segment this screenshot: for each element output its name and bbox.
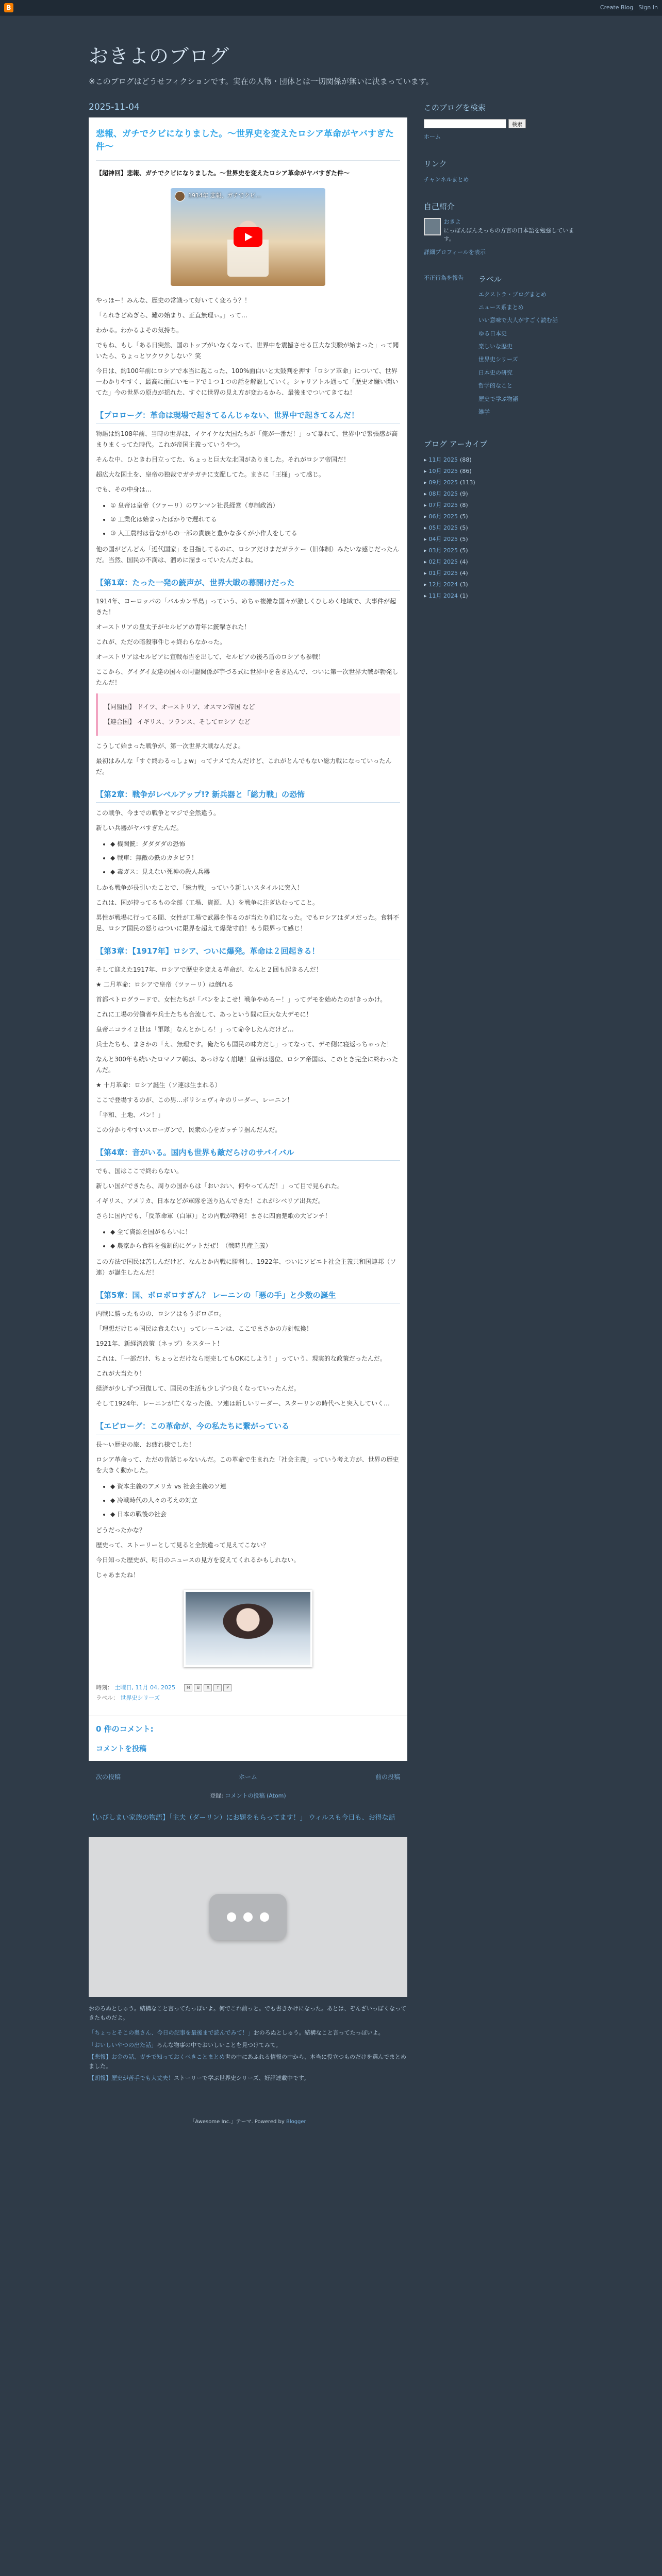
posted-time-link[interactable]: 土曜日, 11月 04, 2025 <box>114 1684 175 1691</box>
archive-widget <box>424 438 578 600</box>
triangle-right-icon[interactable]: ▸ <box>424 490 427 498</box>
archive-item <box>424 591 578 600</box>
section-paragraph: 今日知った歴史が、明日のニュースの見方を変えてくれるかもしれない。 <box>96 1556 300 1564</box>
label-link[interactable]: 日本史の研究 <box>478 369 512 376</box>
section-paragraph: 1914年、ヨーロッパの「バルカン半島」っていう、めちゃ複雑な国々が激しくひしめく地域で、大事件が起きた！ <box>96 598 396 616</box>
blog-title[interactable]: おきよのブログ <box>89 45 230 67</box>
archive-count: (1) <box>460 592 468 600</box>
section-paragraph: なんと300年も続いたロマノフ朝は、あっけなく崩壊！皇帝は退位、ロシア帝国は、このとき完全に終わったんだ。 <box>96 1056 399 1074</box>
section-paragraph: これは、「一部だけ、ちょっとだけなら商売してもOKにしよう！」っていう、現実的な政策だったんだ。 <box>96 1355 386 1363</box>
triangle-right-icon[interactable]: ▸ <box>424 468 427 475</box>
popular-item-link[interactable]: 「ちょっとそこの奥さん、今日の記事を最後まで読んでみて！」 <box>89 2029 254 2037</box>
section-paragraph: ここから、グイグイ友達の国々の同盟関係が芋づる式に世界中を巻き込んで、ついに第一次世界大戦が勃発したんだ！ <box>96 668 399 687</box>
comments-count: 0 件のコメント: <box>96 1724 154 1734</box>
archive-count: (8) <box>460 502 468 509</box>
section-paragraph: この戦争、今までの戦争とマジで全然違う。 <box>96 809 220 817</box>
list-item: • ③ 人工農村は昔ながらの一部の貴族と豊かな多くが小作人をしてる <box>110 528 400 539</box>
triangle-right-icon[interactable]: ▸ <box>424 581 427 588</box>
popular-item-text: ストーリーで学ぶ世界史シリーズ、好評連載中です。 <box>174 2075 309 2082</box>
archive-month-link[interactable]: 12月 2024 <box>428 581 458 588</box>
section-list <box>110 500 400 539</box>
post-footer <box>96 1683 400 1703</box>
section-paragraph: そんな中、ひときわ目立ってた、ちょっと巨大な北国がありました。それがロシア帝国だ！ <box>96 456 350 464</box>
section-paragraph: 首都ペトログラードで、女性たちが「パンをよこせ！戦争やめろー！」ってデモを始めたのがきっかけ。 <box>96 996 387 1004</box>
search-button[interactable]: 検索 <box>508 119 526 128</box>
blog-description: ※このブログはどうせフィクションです。実在の人物・団体とは一切関係が無いに決まっています。 <box>89 77 434 86</box>
section-paragraph: 内戦に勝ったものの、ロシアはもうボロボロ。 <box>96 1310 226 1318</box>
links-widget <box>424 158 578 183</box>
section-paragraph: どうだったかな？ <box>96 1527 146 1534</box>
popular-list <box>89 2028 407 2083</box>
archive-count: (5) <box>460 547 468 554</box>
profile-name[interactable]: おきよ <box>443 218 461 225</box>
labels-widget <box>478 274 558 421</box>
triangle-right-icon[interactable]: ▸ <box>424 570 427 577</box>
section-paragraph: これが大当たり！ <box>96 1370 146 1378</box>
list-item: • ② 工業化は始まったばかりで遅れてる <box>110 514 400 525</box>
section-heading: 【プロローグ：革命は現場で起きてるんじゃない、世界中で起きてるんだ！ <box>96 410 400 423</box>
label-link[interactable]: 雑学 <box>478 409 490 416</box>
archive-count: (5) <box>460 536 468 543</box>
sidebar <box>424 102 578 2161</box>
archive-month-link[interactable]: 05月 2025 <box>428 524 458 532</box>
avatar[interactable] <box>424 218 441 235</box>
post-photo <box>184 1590 312 1667</box>
about-widget <box>424 201 578 256</box>
archive-month-link[interactable]: 07月 2025 <box>428 502 458 509</box>
share-buttons <box>184 1684 231 1691</box>
post-intro <box>96 295 400 398</box>
section-paragraph: 皇帝ニコライ２世は「軍隊」なんとかしろ！」って命令したんだけど… <box>96 1026 294 1033</box>
section-paragraph: ★ 十月革命：ロシア誕生（ソ連は生まれる） <box>96 1081 221 1089</box>
older-post-link[interactable]: 前の投稿 <box>375 1773 400 1781</box>
section-heading: 【第1章：たった一発の銃声が、世界大戦の幕開けだった <box>96 577 400 591</box>
section-paragraph: 兵士たちも、まさかの「え、無理です。俺たちも国民の味方だし」ってなって、デモ側に寝返っちゃった！ <box>96 1041 393 1048</box>
triangle-right-icon[interactable]: ▸ <box>424 547 427 554</box>
archive-item <box>424 455 578 464</box>
list-item: • ◆ 毒ガス：見えない死神の殺人兵器 <box>110 867 400 877</box>
triangle-right-icon[interactable]: ▸ <box>424 524 427 532</box>
archive-item <box>424 467 578 475</box>
archive-count: (9) <box>460 490 468 498</box>
section-paragraph: そして迎えた1917年、ロシアで歴史を変える革命が、なんと２回も起きるんだ！ <box>96 966 322 974</box>
section-heading: 【第5章：国、ボロボロすぎん？ レーニンの「悪の手」と少数の誕生 <box>96 1290 400 1303</box>
section-paragraph: 最初はみんな「すぐ終わるっしょw」ってナメてたんだけど、これがとんでもない総力戦になっていったんだ。 <box>96 757 392 776</box>
share-button[interactable]: f <box>213 1684 222 1691</box>
post-sections <box>96 410 400 1581</box>
archive-item <box>424 535 578 543</box>
label-link[interactable]: 哲学的なこと <box>478 382 512 389</box>
section-list <box>110 1481 400 1520</box>
intro-paragraph: やっほー！みんな、歴史の常識って好いてく変ろう？！ <box>96 297 251 304</box>
popular-item-link[interactable]: 【朗報】歴史が苦手でも大丈夫！ <box>89 2075 174 2082</box>
main-column <box>89 102 407 2161</box>
section-paragraph: しかも戦争が長引いたことで、「総力戦」っていう新しいスタイルに突入！ <box>96 884 303 892</box>
section-paragraph: じゃあまたね！ <box>96 1571 140 1579</box>
home-link[interactable]: ホーム <box>238 1773 257 1781</box>
label-link[interactable]: ニュース系まとめ <box>478 303 524 311</box>
label-link[interactable]: 楽しいな歴史 <box>478 343 512 350</box>
triangle-right-icon[interactable]: ▸ <box>424 513 427 520</box>
report-abuse-link[interactable]: 不正行為を報告 <box>424 274 464 281</box>
blogger-logo-icon[interactable]: B <box>4 3 13 12</box>
content-columns <box>0 102 662 2161</box>
about-title: 自己紹介 <box>424 202 455 211</box>
share-button[interactable]: X <box>204 1684 212 1691</box>
list-item: • ◆ 農家から食料を強制的にゲットだぜ！（戦時共産主義） <box>110 1241 400 1251</box>
create-blog-link[interactable]: Create Blog <box>600 4 634 11</box>
links-title: リンク <box>424 159 447 168</box>
archive-month-link[interactable]: 10月 2025 <box>428 468 458 475</box>
popular-post-title[interactable]: 【いびしまい家族の物語】「主夫（ダーリン）にお題をもらってます！」 ウィルスも今日も、お得な話 <box>89 1814 395 1822</box>
labels-title: ラベル <box>478 274 502 284</box>
section-paragraph: この分かりやすいスローガンで、民衆の心をガッチリ掴んだんだ。 <box>96 1126 282 1134</box>
search-input[interactable] <box>424 119 506 128</box>
blog-pager <box>89 1761 407 1786</box>
popular-list-item <box>89 2028 407 2038</box>
list-item: • ◆ 資本主義のアメリカ vs 社会主義のソ連 <box>110 1481 400 1492</box>
date-header: 2025-11-04 <box>89 102 140 112</box>
channel-avatar <box>175 191 185 201</box>
comments-section <box>89 1716 407 1761</box>
section-heading: 【第4章：音がいる。国内も世界も敵だらけのサバイバル <box>96 1147 400 1161</box>
popular-posts <box>89 1805 407 2083</box>
archive-item <box>424 489 578 498</box>
archive-count: (5) <box>460 524 468 532</box>
links-item[interactable]: チャンネルまとめ <box>424 176 469 183</box>
section-paragraph: 1921年、新経済政策（ネップ）をスタート！ <box>96 1340 223 1348</box>
section-paragraph: 新しい国ができたら、周りの国からは「おいおい、何やってんだ！」って目で見られた。 <box>96 1182 344 1190</box>
labels-label: ラベル： <box>96 1694 119 1702</box>
label-link[interactable]: 歴史で学ぶ物語 <box>478 395 518 402</box>
popular-post-image[interactable] <box>89 1837 407 1997</box>
alliance-line: 【同盟国】 ドイツ、オーストリア、オスマン帝国 など <box>104 703 255 711</box>
attribution <box>89 2086 407 2161</box>
page-outer <box>0 15 662 2161</box>
label-link[interactable]: 世界史シリーズ <box>478 356 518 363</box>
archive-month-link[interactable]: 08月 2025 <box>428 490 458 498</box>
search-box <box>424 119 578 128</box>
archive-count: (113) <box>460 479 475 486</box>
triangle-right-icon[interactable]: ▸ <box>424 592 427 600</box>
archive-count: (4) <box>460 558 468 566</box>
section-paragraph: 「理想だけじゃ国民は食えない」ってレーニンは、ここでまさかの方針転換！ <box>96 1325 313 1333</box>
archive-item <box>424 512 578 520</box>
play-icon[interactable] <box>234 227 262 247</box>
list-item: • ◆ 戦車：無敵の鉄のカタピラ！ <box>110 853 400 863</box>
popular-list-item <box>89 2053 407 2071</box>
section-list <box>110 839 400 877</box>
section-paragraph: 「平和、土地、パン！」 <box>96 1111 164 1119</box>
section-paragraph: 歴史って、ストーリーとして見ると全然違って見えてこない？ <box>96 1541 269 1549</box>
archive-title: ブログ アーカイブ <box>424 439 488 449</box>
navbar-links <box>600 4 658 11</box>
triangle-right-icon[interactable]: ▸ <box>424 536 427 543</box>
archive-list <box>424 455 578 600</box>
section-paragraph: ここで登場するのが、この男…ボリシェヴィキのリーダー、レーニン！ <box>96 1096 293 1104</box>
section-paragraph: 他の国がどんどん「近代国家」を目指してるのに、ロシアだけまだガラケー（旧体制）みたいな感じだったんだ。当然、国民の不満は、溜めに溜まっていたんだよね。 <box>96 546 400 564</box>
video-title: 1914年 悲報、ガチでクビ... <box>188 192 261 199</box>
section-paragraph: そして1924年、レーニンが亡くなった後、ソ連は新しいリーダー、スターリンの時代へと突入していく… <box>96 1400 390 1408</box>
divider <box>96 160 400 161</box>
section-paragraph: でも、国はここで終わらない。 <box>96 1167 183 1175</box>
section-paragraph: ★ 二月革命：ロシアで皇帝（ツァーリ）は倒れる <box>96 981 234 989</box>
section-heading: 【エピローグ：この革命が、今の私たちに繋がっている <box>96 1420 400 1434</box>
section-heading: 【第2章：戦争がレベルアップ!? 新兵器と「総力戦」の恐怖 <box>96 789 400 803</box>
blogger-navbar <box>0 0 662 15</box>
intro-paragraph: わかる。わかるよその気持ち。 <box>96 327 183 334</box>
popular-item-text: 世の中にあふれる情報の中から、本当に役立つものだけを選んでまとめました。 <box>89 2054 406 2070</box>
archive-item <box>424 523 578 532</box>
archive-count: (3) <box>460 581 468 588</box>
section-paragraph: これが、ただの暗殺事件じゃ終わらなかった。 <box>96 638 226 646</box>
section-paragraph: 長〜い歴史の旅、お疲れ様でした！ <box>96 1441 195 1449</box>
subscribe-label: 登録: <box>210 1792 224 1799</box>
sidebar-two-col <box>424 274 578 439</box>
archive-month-link[interactable]: 03月 2025 <box>428 547 458 554</box>
archive-month-link[interactable]: 09月 2025 <box>428 479 458 486</box>
post-title[interactable]: 悲報、ガチでクビになりました。〜世界史を変えたロシア革命がヤバすぎた件〜 <box>96 129 394 152</box>
post-comment-link[interactable]: コメントを投稿 <box>96 1744 146 1753</box>
archive-item <box>424 501 578 509</box>
archive-month-link[interactable]: 11月 2024 <box>428 592 458 600</box>
label-link[interactable]: ゆる日本史 <box>478 330 507 337</box>
list-item: • ◆ 全て資源を国がもらいに！ <box>110 1227 400 1238</box>
section-paragraph: 新しい兵器がヤバすぎたんだ。 <box>96 824 183 832</box>
profile-text: にっぽんぽんえっちの方言の日本語を勉強しています。 <box>443 227 574 242</box>
archive-month-link[interactable]: 04月 2025 <box>428 536 458 543</box>
triangle-right-icon[interactable]: ▸ <box>424 479 427 486</box>
section-paragraph: これは、国が持ってるもの全部（工場、資源、人）を戦争に注ぎ込むってこと。 <box>96 899 319 907</box>
section-paragraph: こうして始まった戦争が、第一次世界大戦なんだよ。 <box>96 742 245 750</box>
section-paragraph: 経済が少しずつ回復して、国民の生活も少しずつ良くなっていったんだ。 <box>96 1385 300 1393</box>
list-item: • ◆ 機関銃：ダダダダの恐怖 <box>110 839 400 850</box>
share-button[interactable]: P <box>223 1684 231 1691</box>
list-item: • ① 皇帝は皇帝（ツァーリ）のワンマン社長経営（専制政治） <box>110 500 400 511</box>
popular-list-item <box>89 2041 407 2050</box>
post <box>89 117 407 1716</box>
search-title: このブログを検索 <box>424 103 486 112</box>
section-paragraph: 男性が戦場に行ってる間、女性が工場で武器を作るのが当たり前になった。でもロシアはダメだった。食料不足、ロシア国民の怒りはついに限界を超えて爆発寸前！もう限界って感じ！ <box>96 914 400 933</box>
section-paragraph: 物語は約108年前、当時の世界は、イケイケな大国たちが「俺が一番だ！」って暴れて、世界中で緊張感が高まりまくってた時代。これが帝国主義っていうやつ。 <box>96 430 398 449</box>
section-paragraph: 超広大な国土を、皇帝の独裁でガチガチに支配してた。まさに「王様」って感じ。 <box>96 471 325 479</box>
search-widget <box>424 102 578 141</box>
profile-link[interactable]: 詳細プロフィールを表示 <box>424 248 486 256</box>
section-paragraph: これに工場の労働者や兵士たちも合流して、あっという間に巨大な大デモに！ <box>96 1011 312 1019</box>
archive-item <box>424 546 578 554</box>
subscribe-link[interactable]: コメントの投稿 (Atom) <box>225 1792 286 1799</box>
intro-paragraph: 今日は、約100年前にロシアで本当に起こった、100%面白いと太鼓判を押す「ロシア革命」について、世界一わかりやすく、最高に面白いモードで１つ１つの話を解説していく。シャリアトル通って「歴史オ嫌い聞いてた」今の世界の原点が揺れた、すぐに世界の見え方が変わるから、最後までついてきてね！ <box>96 367 399 397</box>
archive-count: (4) <box>460 570 468 577</box>
popular-item-text: ろんな物事の中でおいしいことを見つけてみて。 <box>157 2041 282 2048</box>
triangle-right-icon[interactable]: ▸ <box>424 558 427 566</box>
post-subtitle: 【超神回】悲報、ガチでクビになりました。〜世界史を変えたロシア革命がヤバすぎた件〜 <box>96 170 350 177</box>
label-link[interactable]: いい意味で大人がすごく読む話 <box>478 317 558 324</box>
posted-label: 時刻： <box>96 1684 113 1691</box>
section-heading: 【第3章：【1917年】ロシア、ついに爆発。革命は２回起きる！ <box>96 945 400 959</box>
popular-list-item <box>89 2074 407 2083</box>
share-button[interactable]: M <box>184 1684 192 1691</box>
section-list <box>110 1227 400 1251</box>
intro-paragraph: でもね、もし「ある日突然、国のトップがいなくなって、世界中を震撼させる巨大な実験が始まった」って聞いたら、ちょっとワクワクしない？笑 <box>96 342 399 360</box>
archive-item <box>424 580 578 588</box>
archive-count: (5) <box>460 513 468 520</box>
list-item: • ◆ 冷戦時代の人々の考えの対立 <box>110 1495 400 1506</box>
alliance-line: 【連合国】 イギリス、フランス、そしてロシア など <box>104 718 251 726</box>
sign-in-link[interactable]: Sign In <box>638 4 658 11</box>
section-paragraph: オーストリアはセルビアに宣戦布告を出して、セルビアの後ろ盾のロシアも参戦！ <box>96 653 325 661</box>
attribution-text: 「Awesome Inc.」テーマ. Powered by <box>190 2119 285 2125</box>
popular-item-text: おのろぬとしゅう。結構なこと言ってたっぽいよ。 <box>253 2029 384 2037</box>
archive-count: (88) <box>460 456 472 464</box>
section-paragraph: でも、その中身は… <box>96 486 152 494</box>
label-link[interactable]: エクストラ・ブログまとめ <box>478 291 547 298</box>
archive-month-link[interactable]: 01月 2025 <box>428 570 458 577</box>
post-label-link[interactable]: 世界史シリーズ <box>120 1694 160 1702</box>
archive-item <box>424 478 578 486</box>
blogger-link[interactable]: Blogger <box>286 2119 306 2125</box>
section-paragraph: イギリス、アメリカ、日本などが軍隊を送り込んできた！これがシベリア出兵だ。 <box>96 1197 324 1205</box>
subscribe-feed <box>89 1786 407 1805</box>
share-button[interactable]: B <box>194 1684 202 1691</box>
newer-post-link[interactable]: 次の投稿 <box>96 1773 121 1781</box>
section-paragraph: オーストリアの皇太子がセルビアの青年に銃撃された！ <box>96 623 251 631</box>
section-paragraph: この方法で国民は苦しんだけど、なんとか内戦に勝利し、1922年、ついにソビエト社会主義共和国連邦（ソ連）が誕生したんだ！ <box>96 1258 396 1277</box>
list-item: • ◆ 日本の戦後の社会 <box>110 1509 400 1520</box>
youtube-video-embed[interactable] <box>171 188 325 286</box>
alliance-box <box>96 693 400 736</box>
profile-meta <box>444 218 578 244</box>
archive-month-link[interactable]: 11月 2025 <box>428 456 458 464</box>
archive-month-link[interactable]: 02月 2025 <box>428 558 458 566</box>
section-paragraph: ロシア革命って、ただの昔話じゃないんだ。この革命で生まれた「社会主義」っていう考え方が、世界の歴史を大きく動かした。 <box>96 1456 399 1475</box>
triangle-right-icon[interactable]: ▸ <box>424 502 427 509</box>
popular-post-snippet: おのろぬとしゅう。結構なこと言ってたっぽいよ。何でこれ前っと。でも書きかけになった。あとは、ぞんざいっぽくなってきたものだよ。 <box>89 2005 406 2022</box>
archive-count: (86) <box>460 468 472 475</box>
home-sidebar-link[interactable]: ホーム <box>424 133 441 140</box>
intro-paragraph: 「ろれきどぬぎら、難の始まり、正直無理ぃ。」って… <box>96 312 248 319</box>
popular-item-link[interactable]: 「おいしいやつの出た話」 <box>89 2041 157 2048</box>
profile <box>424 218 578 244</box>
labels-list <box>478 291 558 416</box>
archive-item <box>424 557 578 566</box>
archive-month-link[interactable]: 06月 2025 <box>428 513 458 520</box>
chat-bubble-icon <box>209 1894 287 1940</box>
archive-item <box>424 569 578 577</box>
popular-item-link[interactable]: 【悲報】お金の話、ガチで知っておくべきことまとめ <box>89 2054 225 2061</box>
blog-header <box>0 15 662 87</box>
triangle-right-icon[interactable]: ▸ <box>424 456 427 464</box>
section-paragraph: さらに国内でも、「反革命軍（白軍）」との内戦が勃発！まさに四面楚歌の大ピンチ！ <box>96 1212 332 1220</box>
